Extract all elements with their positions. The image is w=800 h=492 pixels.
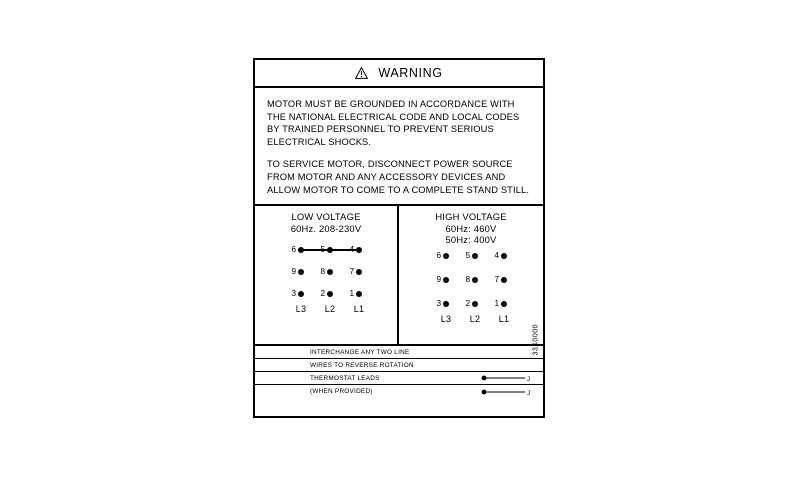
node-dot [327,247,333,253]
note-row [255,346,543,359]
warning-body [255,88,543,206]
note-text: (WHEN PROVIDED) [310,388,373,395]
warning-title: WARNING [378,66,443,80]
warning-paragraph-1: MOTOR MUST BE GROUNDED IN ACCORDANCE WITH THE NATIONAL ELECTRICAL CODE AND LOCAL CODES BY TRAINED PERSONNEL TO PREVENT SERIOUS ELECTRICAL SHOCKS. [267,99,520,147]
thermostat-lead-icon [481,388,533,396]
note-row [255,372,543,385]
node-label: 6 [291,245,296,254]
node-label: 7 [349,267,354,276]
warning-header [255,60,543,88]
node-label: 4 [494,250,499,260]
node-dot [501,301,507,307]
node-dot [327,291,333,297]
phase-label: L1 [353,304,365,314]
node-label: 3 [291,289,296,298]
node-label: 5 [320,245,325,254]
node-label: 2 [320,289,325,298]
phase-label: L3 [440,313,452,324]
node-label: 2 [465,298,470,308]
high-voltage-title: HIGH VOLTAGE [435,211,507,222]
node-label: 8 [465,274,470,284]
node-label: 5 [465,250,470,260]
node-dot [298,247,304,253]
thermostat-lead-icon [481,374,533,382]
node-dot [501,277,507,283]
footer-notes [255,346,543,398]
node-label: 1 [494,298,499,308]
node-dot [298,269,304,275]
note-text: WIRES TO REVERSE ROTATION [310,361,414,369]
diagram-low-voltage [255,206,399,344]
motor-nameplate [253,58,545,418]
phase-label: L1 [498,313,510,324]
node-dot [472,277,478,283]
node-dot [472,253,478,259]
phase-label: L2 [469,313,481,324]
phase-label: L3 [295,304,307,314]
node-label: 7 [494,274,499,284]
low-voltage-subtitle: 60Hz. 208-230V [290,222,362,234]
note-text: THERMOSTAT LEADS [310,374,380,382]
node-dot [356,247,362,253]
low-voltage-title: LOW VOLTAGE [291,211,361,222]
diagram-high-voltage [399,206,543,356]
node-label: 1 [349,289,354,298]
node-dot [443,277,449,283]
node-dot [443,301,449,307]
node-label: 9 [436,274,441,284]
note-row [255,359,543,372]
warning-paragraph-2: TO SERVICE MOTOR, DISCONNECT POWER SOURCE FROM MOTOR AND ANY ACCESSORY DEVICES AND ALLOW MOTOR TO COME TO A COMPLETE STAND STILL. [267,159,530,195]
warning-triangle-icon [355,67,368,79]
high-voltage-wiring [417,250,525,334]
node-label: 6 [436,250,441,260]
node-dot [443,253,449,259]
node-label: 8 [320,267,325,276]
node-label: 9 [291,267,296,276]
node-dot [327,269,333,275]
svg-text:J: J [527,390,530,396]
high-voltage-subtitle-2: 50Hz: 400V [445,234,497,245]
node-label: 4 [349,245,354,254]
node-dot [356,269,362,275]
high-voltage-subtitle: 60Hz: 460V [445,222,497,234]
part-number: 33X0000 [533,324,540,356]
node-dot [298,291,304,297]
low-voltage-wiring [272,238,380,322]
phase-label: L2 [324,304,336,314]
note-row [255,385,543,398]
node-label: 3 [436,298,441,308]
node-dot [356,291,362,297]
svg-text:J: J [527,377,530,382]
note-text: INTERCHANGE ANY TWO LINE [310,348,410,356]
node-dot [501,253,507,259]
node-dot [472,301,478,307]
